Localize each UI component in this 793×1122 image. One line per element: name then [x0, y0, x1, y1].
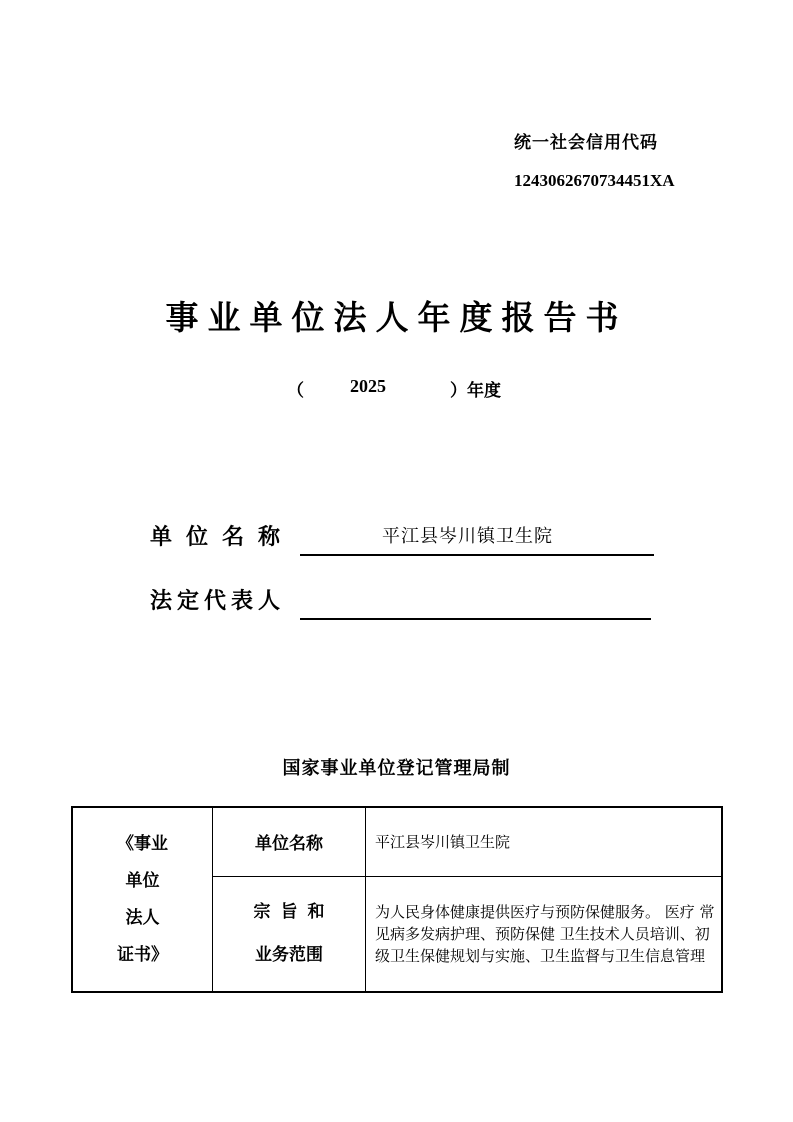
- year-suffix: ）年度: [450, 381, 501, 401]
- table-purpose-label: [213, 876, 366, 992]
- purpose-label-line1: 宗旨和: [253, 901, 335, 922]
- credit-code-label: 统一社会信用代码: [514, 133, 658, 153]
- credit-code-value: 1243062670734451XA: [514, 171, 675, 190]
- unit-name-value: 平江县岑川镇卫生院: [382, 526, 553, 547]
- table-row: [72, 807, 722, 876]
- unit-name-label: 单位名称: [150, 525, 295, 550]
- page-title: 事业单位法人年度报告书: [165, 298, 628, 337]
- certificate-title-cell: [72, 807, 213, 992]
- certificate-table: [71, 806, 723, 993]
- legal-rep-label: 法定代表人: [150, 589, 286, 614]
- issuer-text: 国家事业单位登记管理局制: [282, 758, 511, 779]
- table-unit-name-value: 平江县岑川镇卫生院: [366, 807, 723, 876]
- purpose-label-line2: 业务范围: [255, 944, 323, 965]
- certificate-title-line: 《事业: [117, 833, 168, 854]
- table-purpose-value: 为人民身体健康提供医疗与预防保健服务。 医疗 常见病多发病护理、预防保健 卫生技术人员培训、初级卫生保健规划与实施、卫生监督与卫生信息管理: [366, 876, 723, 992]
- certificate-title-line: 单位: [125, 870, 160, 891]
- table-unit-name-label: 单位名称: [213, 807, 366, 876]
- year-open-paren: （: [287, 381, 304, 401]
- certificate-title-line: 法人: [125, 907, 160, 928]
- certificate-title-line: 证书》: [117, 944, 168, 965]
- legal-rep-underline: [300, 584, 651, 620]
- report-year: 2025: [350, 376, 386, 396]
